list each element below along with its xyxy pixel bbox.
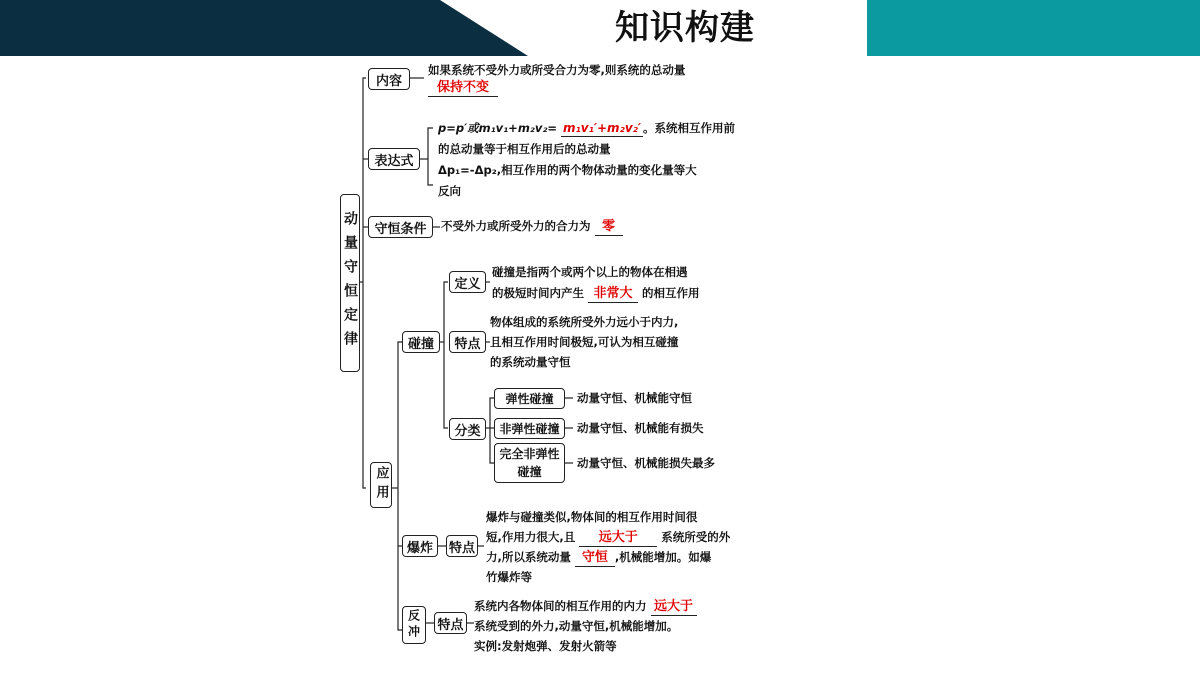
condition-node bbox=[368, 216, 433, 238]
condition-label: 守恒条件 bbox=[374, 221, 427, 237]
explosion-feature-node bbox=[446, 535, 478, 557]
root-node bbox=[340, 194, 360, 372]
elastic-collision-desc: 动量守恒、机械能守恒 bbox=[577, 391, 692, 405]
condition-text bbox=[441, 216, 623, 236]
inelastic-collision-desc: 动量守恒、机械能有损失 bbox=[577, 421, 704, 435]
feature-label: 特点 bbox=[454, 336, 481, 352]
feature-line1: 物体组成的系统所受外力远小于内力, bbox=[490, 315, 679, 329]
perfectly-inelastic-collision-node bbox=[494, 443, 565, 483]
inelastic-collision-label: 非弹性碰撞 bbox=[499, 422, 560, 436]
recoil-text bbox=[474, 596, 697, 656]
explosion-line2-suffix: 系统所受的外 bbox=[661, 530, 731, 544]
definition-line2-prefix: 的极短时间内产生 bbox=[492, 286, 584, 300]
content-description: 如果系统不受外力或所受合力为零,则系统的总动量 bbox=[428, 63, 686, 77]
perfectly-inelastic-collision-desc: 动量守恒、机械能损失最多 bbox=[577, 456, 715, 470]
expression-label: 表达式 bbox=[374, 153, 414, 169]
classification-label: 分类 bbox=[454, 423, 481, 439]
feature-node bbox=[449, 331, 486, 353]
explosion-line1: 爆炸与碰撞类似,物体间的相互作用时间很 bbox=[486, 510, 698, 524]
feature-text bbox=[490, 312, 678, 372]
expression-line4: 反向 bbox=[438, 184, 461, 198]
recoil-feature-label: 特点 bbox=[437, 617, 464, 633]
content-blank bbox=[428, 77, 498, 97]
perfectly-inelastic-label-line2: 碰撞 bbox=[517, 465, 542, 479]
definition-answer: 非常大 bbox=[588, 286, 638, 303]
expression-line2: 的总动量等于相互作用后的总动量 bbox=[438, 142, 611, 156]
explosion-line2-prefix: 短,作用力很大,且 bbox=[486, 530, 576, 544]
recoil-node bbox=[402, 606, 426, 644]
expression-line3: Δp₁=-Δp₂,相互作用的两个物体动量的变化量等大 bbox=[438, 163, 697, 177]
explosion-line4: 竹爆炸等 bbox=[486, 570, 532, 584]
explosion-line3-prefix: 力,所以系统动量 bbox=[486, 550, 571, 564]
feature-line2: 且相互作用时间极短,可认为相互碰撞 bbox=[490, 335, 679, 349]
collision-node bbox=[402, 331, 440, 353]
classification-node bbox=[449, 418, 486, 440]
elastic-collision-node bbox=[494, 388, 565, 409]
explosion-line3-suffix: ,机械能增加。如爆 bbox=[614, 550, 712, 564]
expression-answer: m₁v₁′+m₂v₂′ bbox=[563, 121, 642, 135]
definition-line1: 碰撞是指两个或两个以上的物体在相遇 bbox=[492, 265, 688, 279]
application-label: 应用 bbox=[373, 466, 389, 504]
explosion-answer-1: 远大于 bbox=[579, 530, 657, 547]
recoil-label: 反冲 bbox=[406, 609, 421, 641]
application-node bbox=[370, 462, 392, 508]
definition-node bbox=[449, 271, 486, 293]
recoil-line1-prefix: 系统内各物体间的相互作用的内力 bbox=[474, 599, 647, 613]
condition-description: 不受外力或所受外力的合力为 bbox=[441, 219, 591, 233]
root-label: 动量守恒定律 bbox=[342, 211, 358, 355]
explosion-answer-2: 守恒 bbox=[575, 550, 615, 567]
recoil-line2: 系统受到的外力,动量守恒,机械能增加。 bbox=[474, 619, 679, 633]
expression-node bbox=[368, 148, 420, 170]
explosion-label: 爆炸 bbox=[406, 540, 433, 556]
recoil-answer: 远大于 bbox=[651, 599, 697, 616]
content-node bbox=[368, 68, 410, 90]
expression-formula: p=p′或m₁v₁+m₂v₂= bbox=[438, 121, 558, 135]
recoil-feature-node bbox=[434, 612, 467, 634]
page-title: 知识构建 bbox=[615, 8, 755, 48]
definition-line2-suffix: 的相互作用 bbox=[642, 286, 700, 300]
explosion-node bbox=[402, 535, 438, 557]
collision-label: 碰撞 bbox=[407, 336, 434, 352]
elastic-collision-label: 弹性碰撞 bbox=[505, 392, 554, 406]
perfectly-inelastic-label-line1: 完全非弹性 bbox=[499, 447, 560, 461]
explosion-feature-label: 特点 bbox=[448, 540, 475, 556]
explosion-text bbox=[486, 507, 730, 587]
content-answer: 保持不变 bbox=[428, 80, 498, 97]
recoil-line3: 实例:发射炮弹、发射火箭等 bbox=[474, 639, 617, 653]
expression-text bbox=[438, 118, 735, 202]
content-label: 内容 bbox=[375, 73, 402, 89]
feature-line3: 的系统动量守恒 bbox=[490, 355, 571, 369]
definition-text bbox=[492, 262, 700, 304]
expression-line1-suffix: 。系统相互作用前 bbox=[643, 121, 736, 135]
condition-answer: 零 bbox=[595, 219, 623, 236]
definition-label: 定义 bbox=[454, 276, 481, 292]
inelastic-collision-node bbox=[494, 418, 565, 439]
